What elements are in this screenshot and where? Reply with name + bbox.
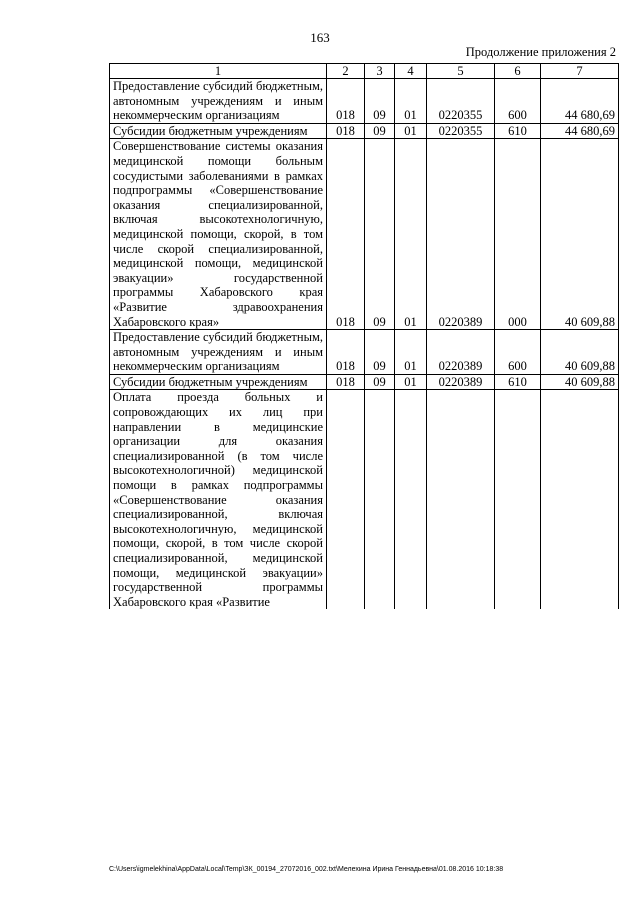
header-cell: 1: [110, 64, 327, 79]
cell-ministry-code: 018: [327, 374, 365, 390]
table-row: [110, 139, 619, 330]
cell-subsection: 01: [395, 123, 427, 139]
table-row: [110, 374, 619, 390]
file-path-footer: C:\Users\igmelekhina\AppData\Local\Temp\ЗК_00194_27072016_002.txt\Мелехина Ирина Геннадьевна\01.08.2016 10:18:38: [109, 866, 504, 873]
cell-ministry-code: 018: [327, 123, 365, 139]
cell-target-article: 0220389: [427, 330, 495, 375]
cell-expense-type: 600: [495, 79, 541, 124]
cell-subsection: 01: [395, 79, 427, 124]
cell-ministry-code: 018: [327, 79, 365, 124]
table-row: [110, 123, 619, 139]
cell-section: 09: [365, 79, 395, 124]
cell-ministry-code: 018: [327, 330, 365, 375]
cell-target-article: 0220389: [427, 374, 495, 390]
continuation-label: Продолжение приложения 2: [465, 45, 616, 59]
header-cell: 5: [427, 64, 495, 79]
table-row: [110, 79, 619, 124]
table-row: [110, 390, 619, 609]
header-cell: 6: [495, 64, 541, 79]
cell-subsection: 01: [395, 139, 427, 330]
cell-ministry-code: 018: [327, 139, 365, 330]
cell-ministry-code: [327, 390, 365, 609]
row-description: Субсидии бюджетным учреждениям: [110, 123, 327, 139]
cell-expense-type: 610: [495, 123, 541, 139]
table-header-row: [110, 64, 619, 79]
table-row: [110, 330, 619, 375]
cell-subsection: 01: [395, 374, 427, 390]
cell-target-article: 0220355: [427, 79, 495, 124]
page-number: 163: [310, 30, 330, 45]
cell-expense-type: 000: [495, 139, 541, 330]
row-description: Оплата проезда больных и сопровождающих их лиц при направлении в медицинские организации для оказания специализированной (в том числе высокотехнологичной) медицинской помощи в рамках подпрограммы «Совершенствование оказания специализированной, включая высокотехнологичную, медицинской помощи, скорой, в том числе скорой специализированной, медицинской помощи, медицинской эвакуации» государственной программы Хабаровского края «Развитие: [110, 390, 327, 609]
header-cell: 2: [327, 64, 365, 79]
cell-amount: 40 609,88: [541, 139, 619, 330]
cell-section: 09: [365, 139, 395, 330]
cell-amount: 44 680,69: [541, 123, 619, 139]
cell-subsection: 01: [395, 330, 427, 375]
cell-subsection: [395, 390, 427, 609]
cell-section: 09: [365, 330, 395, 375]
cell-section: 09: [365, 374, 395, 390]
row-description: Предоставление субсидий бюджетным, автономным учреждениям и иным некоммерческим организациям: [110, 79, 327, 124]
header-cell: 3: [365, 64, 395, 79]
cell-target-article: [427, 390, 495, 609]
cell-amount: 40 609,88: [541, 374, 619, 390]
cell-amount: [541, 390, 619, 609]
cell-target-article: 0220355: [427, 123, 495, 139]
cell-section: 09: [365, 123, 395, 139]
cell-expense-type: 600: [495, 330, 541, 375]
cell-amount: 40 609,88: [541, 330, 619, 375]
budget-table: [109, 63, 619, 609]
cell-section: [365, 390, 395, 609]
row-description: Совершенствование системы оказания медицинской помощи больным сосудистыми заболеваниями в рамках подпрограммы «Совершенствование оказания специализированной, включая высокотехнологичную, медицинской помощи, скорой, в том числе скорой специализированной, медицинской помощи, медицинской эвакуации» государственной программы Хабаровского края «Развитие здравоохранения Хабаровского края»: [110, 139, 327, 330]
cell-expense-type: 610: [495, 374, 541, 390]
row-description: Предоставление субсидий бюджетным, автономным учреждениям и иным некоммерческим организациям: [110, 330, 327, 375]
cell-expense-type: [495, 390, 541, 609]
header-cell: 7: [541, 64, 619, 79]
header-cell: 4: [395, 64, 427, 79]
cell-target-article: 0220389: [427, 139, 495, 330]
cell-amount: 44 680,69: [541, 79, 619, 124]
row-description: Субсидии бюджетным учреждениям: [110, 374, 327, 390]
